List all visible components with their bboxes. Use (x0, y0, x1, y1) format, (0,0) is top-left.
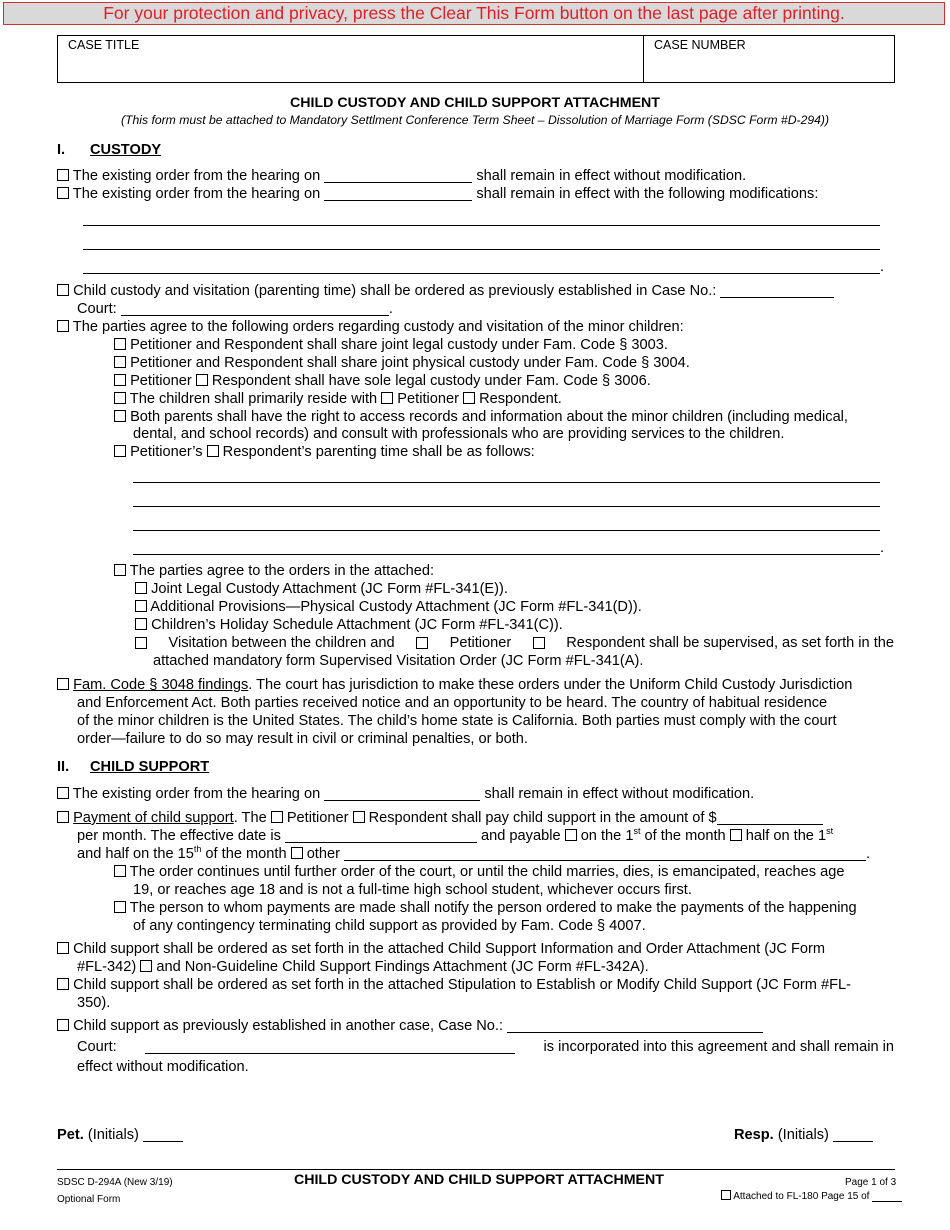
half-a: half on the 1 (745, 828, 827, 844)
form-title: CHILD CUSTODY AND CHILD SUPPORT ATTACHMENT (290, 95, 660, 111)
attached-fl180-text: Attached to FL-180 Page 15 of (733, 1191, 870, 1202)
payment-checkbox[interactable] (57, 811, 69, 823)
support-no-mod-text: shall remain in effect without modification. (484, 786, 755, 802)
joint-legal-row (114, 336, 668, 354)
att-joint-legal-row (135, 580, 508, 598)
payment-the: . The (233, 810, 267, 826)
att-visit-respondent-checkbox[interactable] (533, 637, 545, 649)
att-visit-petitioner-text: Petitioner (449, 635, 512, 651)
parenting-petitioner-checkbox[interactable] (114, 445, 126, 457)
sole-respondent-checkbox[interactable] (196, 374, 208, 386)
other-field[interactable] (344, 846, 866, 861)
joint-legal-text: Petitioner and Respondent shall share joint legal custody under Fam. Code § 3003. (130, 337, 668, 353)
section-custody-heading: CUSTODY (90, 142, 162, 158)
form-subtitle: (This form must be attached to Mandatory Settlment Conference Term Sheet – Dissolution of Marriage Form (SDSC Form #D-294)) (120, 113, 830, 127)
parties-agree-text: The parties agree to the following orders regarding custody and visitation of the minor children: (72, 319, 684, 335)
reside-row (114, 390, 562, 408)
records-line-2: dental, and school records) and consult with professionals who are providing services to the children. (133, 426, 785, 442)
custody-existing-no-mod (57, 167, 746, 185)
custody-with-mod-text: shall remain in effect with the following modifications: (476, 186, 819, 202)
custody-previous-case-text: Child custody and visitation (parenting time) shall be ordered as previously established in Case No.: (73, 283, 717, 299)
support-court-row (77, 1038, 894, 1056)
modifications-line-1[interactable] (83, 225, 880, 226)
support-hearing-date-field[interactable] (324, 786, 480, 801)
effective-date-field[interactable] (285, 828, 477, 843)
custody-court-label: Court: (77, 301, 117, 317)
joint-physical-row (114, 354, 690, 372)
joint-legal-checkbox[interactable] (114, 338, 126, 350)
clear-form-banner[interactable]: For your protection and privacy, press the Clear This Form button on the last page after printing. (3, 2, 945, 25)
footer-rule (57, 1169, 895, 1170)
att-visitation-row (135, 634, 894, 652)
findings-line-2: and Enforcement Act. Both parties received notice and an opportunity to be heard. The country of habitual residence (77, 695, 828, 711)
att-additional-checkbox[interactable] (135, 600, 147, 612)
parenting-line-2[interactable] (133, 506, 880, 507)
first-st-sup: st (633, 826, 641, 837)
att-visit-petitioner-checkbox[interactable] (416, 637, 428, 649)
findings-link: Fam. Code § 3048 findings (73, 677, 249, 693)
attached-fl180-checkbox[interactable] (721, 1190, 731, 1200)
sole-rest-text: Respondent shall have sole legal custody under Fam. Code § 3006. (211, 373, 651, 389)
fl342-checkbox[interactable] (57, 942, 69, 954)
attached-fl180-page-field[interactable] (872, 1191, 902, 1202)
payment-link: Payment of child support (73, 810, 234, 826)
first-of-month-a: on the 1 (580, 828, 634, 844)
case-title-field[interactable] (66, 56, 636, 80)
findings-checkbox[interactable] (57, 678, 69, 690)
incorporated-text: is incorporated into this agreement and shall remain in (543, 1039, 894, 1055)
fl350-row (57, 976, 851, 994)
other-text: other (306, 846, 340, 862)
another-case-row (57, 1017, 763, 1035)
other-checkbox[interactable] (291, 847, 303, 859)
section-ii-numeral: II. (57, 759, 70, 775)
findings-row (57, 676, 852, 694)
pet-label: Pet. (57, 1127, 84, 1143)
section-support-heading: CHILD SUPPORT (90, 759, 210, 775)
parenting-line-4[interactable] (133, 554, 880, 555)
payment-petitioner-text: Petitioner (286, 810, 349, 826)
per-month-text: per month. The effective date is (77, 828, 281, 844)
fl350-checkbox[interactable] (57, 978, 69, 990)
th-sup: th (193, 844, 202, 855)
sole-legal-row (114, 372, 651, 390)
support-existing-prefix: The existing order from the hearing on (72, 786, 321, 802)
pet-initials-label: (Initials) (87, 1127, 139, 1143)
fl342-line-2b: and Non-Guideline Child Support Findings Attachment (JC Form #FL-342A). (156, 959, 649, 975)
payment-rest-text: Respondent shall pay child support in the amount of $ (368, 810, 717, 826)
custody-hearing-date-field-1[interactable] (324, 168, 472, 183)
notify-line-2: of any contingency terminating child support as provided by Fam. Code § 4007. (133, 918, 646, 934)
fl350-line-2: 350). (77, 995, 111, 1011)
joint-physical-checkbox[interactable] (114, 356, 126, 368)
optional-form: Optional Form (57, 1194, 121, 1205)
case-header-box (57, 35, 895, 83)
parenting-rest-text: Respondent’s parenting time shall be as follows: (222, 444, 535, 460)
case-title-label: CASE TITLE (68, 38, 140, 52)
case-box-divider (643, 36, 644, 82)
findings-line-4: order—failure to do so may result in civil or criminal penalties, or both. (77, 731, 528, 747)
effective-date-row (77, 827, 833, 845)
parenting-petitioner-text: Petitioner’s (130, 444, 203, 460)
sole-petitioner-checkbox[interactable] (114, 374, 126, 386)
attached-intro-text: The parties agree to the orders in the attached: (129, 563, 435, 579)
att-joint-legal-checkbox[interactable] (135, 582, 147, 594)
first-of-month-checkbox[interactable] (565, 829, 577, 841)
another-case-text: Child support as previously established in another case, Case No.: (73, 1018, 504, 1034)
att-holiday-row (135, 616, 563, 634)
continues-line-2: 19, or reaches age 18 and is not a full-time high school student, whichever occurs first. (133, 882, 692, 898)
support-existing-checkbox[interactable] (57, 787, 69, 799)
support-existing-row (57, 785, 754, 803)
resp-initials-field[interactable] (833, 1127, 873, 1142)
fl342a-checkbox[interactable] (140, 960, 152, 972)
continues-line-1: The order continues until further order of the court, or until the child marries, dies, is emancipated, reaches age (129, 864, 845, 880)
effect-text: effect without modification. (77, 1059, 249, 1075)
continues-row (114, 863, 844, 881)
first-of-month-b: of the month (640, 828, 726, 844)
footer-title: CHILD CUSTODY AND CHILD SUPPORT ATTACHMENT (294, 1172, 664, 1188)
parenting-period: . (880, 540, 885, 556)
custody-court-row: Court: . (77, 301, 393, 317)
fl350-line-1: Child support shall be ordered as set forth in the attached Stipulation to Establish or Modify Child Support (JC Form #FL- (73, 977, 851, 993)
joint-physical-text: Petitioner and Respondent shall share joint physical custody under Fam. Code § 3004. (130, 355, 690, 371)
resp-initials-label: (Initials) (777, 1127, 829, 1143)
payment-respondent-checkbox[interactable] (353, 811, 365, 823)
modifications-period: . (880, 259, 885, 275)
form-code: SDSC D-294A (New 3/19) (57, 1177, 173, 1188)
half-checkbox[interactable] (730, 829, 742, 841)
custody-existing-prefix: The existing order from the hearing on (72, 168, 321, 184)
another-case-checkbox[interactable] (57, 1019, 69, 1031)
support-court-label: Court: (77, 1039, 117, 1055)
custody-no-mod-text: shall remain in effect without modification. (476, 168, 747, 184)
custody-case-no-field[interactable] (720, 283, 834, 298)
and-half-a: and half on the 15 (77, 846, 194, 862)
custody-existing-with-mod (57, 185, 818, 203)
findings-line-3: of the minor children is the United States. The child’s home state is California. Both parties must comply with the court (77, 713, 837, 729)
pet-initials-field[interactable] (143, 1127, 183, 1142)
fl342-row (57, 940, 825, 958)
reside-respondent-checkbox[interactable] (463, 392, 475, 404)
case-number-field[interactable] (652, 56, 888, 80)
custody-existing-no-mod-checkbox[interactable] (57, 169, 69, 181)
fl342-line-2a: #FL-342) (77, 959, 137, 975)
payment-row (57, 809, 823, 827)
att-visit-prefix: Visitation between the children and (168, 635, 395, 651)
custody-court-field[interactable] (121, 301, 389, 316)
sole-petitioner-text: Petitioner (130, 373, 192, 389)
att-visitation-checkbox[interactable] (135, 637, 147, 649)
resp-label: Resp. (734, 1127, 774, 1143)
parties-agree-checkbox[interactable] (57, 320, 69, 332)
att-visit-rest-text: Respondent shall be supervised, as set forth in the (566, 635, 894, 651)
and-half-b: of the month (201, 846, 287, 862)
case-number-label: CASE NUMBER (654, 38, 746, 52)
attached-orders-checkbox[interactable] (114, 564, 126, 576)
notify-line-1: The person to whom payments are made shall notify the person ordered to make the payments of the happening (129, 900, 857, 916)
records-row (114, 408, 848, 426)
payable-text: and payable (481, 828, 561, 844)
att-visit-line-2: attached mandatory form Supervised Visitation Order (JC Form #FL-341(A). (153, 653, 644, 669)
resp-initials-row (734, 1126, 873, 1144)
notify-row (114, 899, 857, 917)
custody-hearing-date-field-2[interactable] (324, 186, 472, 201)
another-case-no-field[interactable] (507, 1018, 763, 1033)
att-holiday-text: Children’s Holiday Schedule Attachment (JC Form #FL-341(C)). (151, 617, 563, 633)
fl342-line-1: Child support shall be ordered as set forth in the attached Child Support Information and Order Attachment (JC Form (73, 941, 826, 957)
custody-existing-prefix-2: The existing order from the hearing on (72, 186, 321, 202)
parenting-respondent-checkbox[interactable] (207, 445, 219, 457)
section-i-numeral: I. (57, 142, 66, 158)
att-holiday-checkbox[interactable] (135, 618, 147, 630)
notify-checkbox[interactable] (114, 901, 126, 913)
continues-checkbox[interactable] (114, 865, 126, 877)
records-line-1: Both parents shall have the right to access records and information about the minor children (including medical, (130, 409, 848, 425)
reside-prefix: The children shall primarily reside with (129, 391, 378, 407)
records-checkbox[interactable] (114, 410, 126, 422)
page-number: Page 1 of 3 (845, 1177, 897, 1188)
parenting-line-3[interactable] (133, 530, 880, 531)
parenting-time-row (114, 443, 535, 461)
parties-agree-row (57, 318, 684, 336)
half-fifteenth-row: and half on the 15th of the month other . (77, 844, 871, 862)
half-st-sup: st (826, 826, 834, 837)
att-joint-legal-text: Joint Legal Custody Attachment (JC Form #FL-341(E)). (151, 581, 508, 597)
modifications-line-2[interactable] (83, 249, 880, 250)
reside-checkbox[interactable] (114, 392, 126, 404)
att-additional-text: Additional Provisions—Physical Custody Attachment (JC Form #FL-341(D)). (150, 599, 642, 615)
reside-petitioner-text: Petitioner (397, 391, 459, 407)
payment-petitioner-checkbox[interactable] (271, 811, 283, 823)
att-additional-row (135, 598, 642, 616)
custody-previous-case (57, 282, 834, 300)
parenting-line-1[interactable] (133, 482, 880, 483)
support-amount-field[interactable] (717, 810, 823, 825)
attached-intro-row (114, 562, 434, 580)
pet-initials-row (57, 1126, 183, 1144)
reside-respondent-text: Respondent. (479, 391, 562, 407)
custody-previous-case-checkbox[interactable] (57, 284, 69, 296)
support-court-field[interactable] (145, 1039, 515, 1054)
modifications-line-3[interactable] (83, 273, 880, 274)
custody-existing-with-mod-checkbox[interactable] (57, 187, 69, 199)
reside-petitioner-checkbox[interactable] (381, 392, 393, 404)
attached-fl180-row (721, 1188, 902, 1206)
fl342-line-2-row (77, 958, 649, 976)
findings-line-1: . The court has jurisdiction to make these orders under the Uniform Child Custody Jurisdiction (248, 677, 853, 693)
